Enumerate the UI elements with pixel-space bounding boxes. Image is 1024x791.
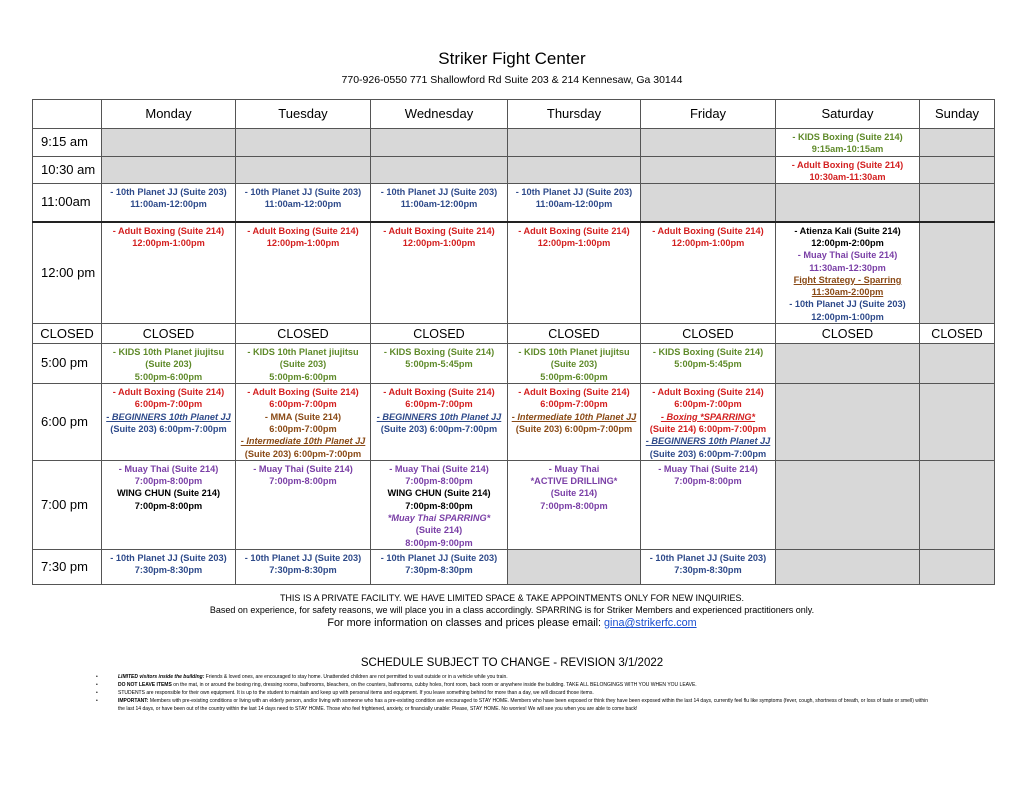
class-slot: [102, 344, 236, 384]
fine-print-item: [94, 689, 934, 697]
class-entry: - KIDS 10th Planet jiujitsu: [112, 347, 225, 358]
day-header: Tuesday: [236, 100, 371, 129]
day-header: Wednesday: [371, 100, 508, 129]
class-entry: - Adult Boxing (Suite 214): [383, 387, 495, 398]
empty-slot: [776, 460, 920, 549]
class-entry: 5:00pm-5:45pm: [674, 359, 742, 370]
empty-slot: [371, 129, 508, 157]
class-slot: [371, 184, 508, 222]
empty-slot: [920, 549, 995, 584]
empty-slot: [776, 344, 920, 384]
class-entry: 5:00pm-6:00pm: [269, 371, 337, 382]
time-slot-row: [33, 384, 995, 461]
time-label: 6:00 pm: [33, 384, 102, 461]
class-entry: 10:30am-11:30am: [809, 171, 886, 182]
fine-print-lead: IMPORTANT:: [118, 698, 149, 704]
class-entry: 11:00am-12:00pm: [264, 199, 342, 210]
header: [0, 48, 1024, 87]
empty-slot: [236, 156, 371, 184]
class-entry: WING CHUN (Suite 214): [116, 488, 221, 499]
empty-slot: [776, 184, 920, 222]
class-entry: 12:00pm-1:00pm: [537, 237, 611, 248]
class-entry: - KIDS 10th Planet jiujitsu: [518, 347, 630, 358]
fine-print-text: Members with pre-existing conditions or living with an elderly person, and/or living with someone who has a pre-existing condition are encouraged to STAY HOME. Members who have been exposed or think they have been exposed within the last 14 days, currently feel flu like symptoms (fever, cough, shortness of breath, or loss of taste or smell) within the last 14 days, or have been out of the country within the last 14 days need to STAY HOME. Those who feel frightened, anxiety, or financially unable: Please, STAY HOME. No worries! We will see you when you are able to come back!: [118, 698, 929, 712]
closed-cell: CLOSED: [371, 324, 508, 344]
day-header: Friday: [641, 100, 776, 129]
closed-cell: CLOSED: [102, 324, 236, 344]
fine-print-item: [94, 673, 934, 681]
class-entry: 7:00pm-8:00pm: [405, 500, 473, 511]
class-slot: [102, 384, 236, 461]
class-entry: (Suite 214) 6:00pm-7:00pm: [649, 423, 767, 434]
class-entry: - Muay Thai (Suite 214): [118, 463, 219, 474]
notes: [0, 592, 1024, 630]
closed-cell: CLOSED: [776, 324, 920, 344]
notes-line-1: THIS IS A PRIVATE FACILITY. WE HAVE LIMITED SPACE & TAKE APPOINTMENTS ONLY FOR NEW INQUIRIES.: [279, 593, 745, 603]
class-entry: - 10th Planet JJ (Suite 203): [515, 187, 633, 198]
class-entry: - BEGINNERS 10th Planet JJ: [645, 436, 771, 447]
class-slot: [236, 344, 371, 384]
class-entry: - 10th Planet JJ (Suite 203): [380, 552, 498, 563]
class-slot: [102, 184, 236, 222]
class-entry: (Suite 203): [279, 359, 327, 370]
empty-slot: [641, 129, 776, 157]
empty-slot: [920, 222, 995, 324]
class-entry: - KIDS Boxing (Suite 214): [383, 347, 495, 358]
class-entry: 8:00pm-9:00pm: [405, 537, 473, 548]
empty-slot: [102, 156, 236, 184]
address-line: 770-926-0550 771 Shallowford Rd Suite 203 & 214 Kennesaw, Ga 30144: [341, 74, 683, 86]
fine-print-list: [94, 673, 934, 713]
class-entry: - MMA (Suite 214): [264, 411, 342, 422]
email-prefix: For more information on classes and prices please email:: [327, 617, 605, 629]
class-slot: [776, 156, 920, 184]
class-entry: 7:00pm-8:00pm: [269, 476, 337, 487]
class-slot: [776, 222, 920, 324]
class-slot: [102, 222, 236, 324]
class-entry: 7:30pm-8:30pm: [134, 565, 203, 576]
time-slot-row: [33, 156, 995, 184]
class-entry: - Adult Boxing (Suite 214): [652, 225, 764, 236]
class-slot: [371, 344, 508, 384]
class-entry: (Suite 203) 6:00pm-7:00pm: [244, 448, 362, 459]
class-slot: [508, 344, 641, 384]
time-label: 7:00 pm: [33, 460, 102, 549]
class-entry: (Suite 203) 6:00pm-7:00pm: [110, 423, 227, 434]
class-entry: (Suite 214): [550, 488, 598, 499]
notes-line-3: [0, 616, 1024, 630]
class-entry: *Muay Thai SPARRING*: [387, 513, 491, 524]
fine-print-text: STUDENTS are responsible for their own equipment. It is up to the student to maintain and keep up with personal items and equipment. If you leave something behind for more than a day, we will discard those items.: [118, 690, 594, 696]
empty-slot: [920, 344, 995, 384]
class-entry: 7:00pm-8:00pm: [405, 476, 473, 487]
email-link[interactable]: gina@strikerfc.com: [604, 617, 697, 629]
class-entry: - Muay Thai (Suite 214): [658, 463, 758, 474]
time-label: 10:30 am: [33, 156, 102, 184]
class-slot: [236, 460, 371, 549]
class-entry: - Adult Boxing (Suite 214): [652, 387, 764, 398]
empty-slot: [508, 156, 641, 184]
page-title: Striker Fight Center: [438, 49, 586, 68]
empty-slot: [371, 156, 508, 184]
class-entry: - Muay Thai (Suite 214): [253, 463, 353, 474]
class-entry: - Adult Boxing (Suite 214): [518, 225, 630, 236]
class-entry: 11:30am-2:00pm: [811, 287, 884, 298]
class-entry: 5:00pm-6:00pm: [540, 371, 608, 382]
change-notice: SCHEDULE SUBJECT TO CHANGE - REVISION 3/1/2022: [360, 657, 664, 669]
class-slot: [641, 344, 776, 384]
class-entry: 5:00pm-6:00pm: [134, 371, 203, 382]
class-entry: (Suite 203): [145, 359, 192, 370]
class-slot: [371, 222, 508, 324]
class-slot: [371, 460, 508, 549]
class-entry: Fight Strategy - Sparring: [793, 274, 902, 285]
class-slot: [102, 549, 236, 584]
class-entry: 6:00pm-7:00pm: [269, 399, 337, 410]
class-entry: 7:30pm-8:30pm: [405, 565, 473, 576]
corner-cell: [33, 100, 102, 129]
closed-row: [33, 324, 995, 344]
fine-print-item: [94, 681, 934, 689]
class-entry: 12:00pm-1:00pm: [811, 311, 884, 322]
class-entry: - Intermediate 10th Planet JJ: [511, 411, 637, 422]
class-entry: - KIDS Boxing (Suite 214): [792, 132, 903, 142]
day-header: Saturday: [776, 100, 920, 129]
class-entry: - Adult Boxing (Suite 214): [383, 225, 495, 236]
empty-slot: [920, 384, 995, 461]
class-entry: - 10th Planet JJ (Suite 203): [789, 299, 906, 310]
class-entry: 6:00pm-7:00pm: [134, 399, 203, 410]
empty-slot: [236, 129, 371, 157]
day-header: Thursday: [508, 100, 641, 129]
day-header: Monday: [102, 100, 236, 129]
empty-slot: [920, 129, 995, 157]
class-entry: 12:00pm-1:00pm: [671, 237, 745, 248]
class-slot: [508, 184, 641, 222]
class-entry: 11:00am-12:00pm: [130, 199, 207, 210]
time-label: CLOSED: [33, 324, 102, 344]
class-entry: 7:30pm-8:30pm: [674, 565, 742, 576]
class-entry: - Adult Boxing (Suite 214): [112, 225, 225, 236]
time-slot-row: [33, 222, 995, 324]
class-entry: (Suite 214): [415, 525, 463, 536]
class-entry: - 10th Planet JJ (Suite 203): [110, 552, 227, 563]
class-entry: - 10th Planet JJ (Suite 203): [244, 187, 362, 198]
schedule-table: [32, 99, 995, 585]
class-slot: [776, 129, 920, 157]
class-entry: - Adult Boxing (Suite 214): [518, 387, 630, 398]
closed-cell: CLOSED: [920, 324, 995, 344]
class-entry: 7:00pm-8:00pm: [134, 500, 203, 511]
class-entry: 7:00pm-8:00pm: [134, 476, 203, 487]
class-entry: 12:00pm-2:00pm: [811, 237, 884, 248]
class-slot: [641, 384, 776, 461]
class-entry: (Suite 203) 6:00pm-7:00pm: [380, 423, 498, 434]
class-slot: [508, 222, 641, 324]
day-header: Sunday: [920, 100, 995, 129]
class-entry: 6:00pm-7:00pm: [674, 399, 742, 410]
class-slot: [236, 549, 371, 584]
empty-slot: [102, 129, 236, 157]
class-entry: 9:15am-10:15am: [811, 144, 884, 155]
class-slot: [236, 384, 371, 461]
class-entry: (Suite 203) 6:00pm-7:00pm: [515, 423, 633, 434]
time-slot-row: [33, 549, 995, 584]
class-entry: - Muay Thai: [548, 463, 600, 474]
class-entry: - KIDS Boxing (Suite 214): [652, 347, 764, 358]
class-entry: (Suite 203): [550, 359, 598, 370]
class-slot: [641, 549, 776, 584]
time-slot-row: [33, 129, 995, 157]
fine-print-text: on the mat, in or around the boxing ring, dressing rooms, bathrooms, bleachers, on the counters, bathrooms, cubby holes, front room, back room or anywhere inside the building. TAKE ALL BELONGINGS WITH YOU WHEN YOU LEAVE.: [171, 682, 697, 688]
closed-cell: CLOSED: [508, 324, 641, 344]
class-slot: [508, 384, 641, 461]
class-entry: - 10th Planet JJ (Suite 203): [110, 187, 227, 198]
empty-slot: [920, 460, 995, 549]
class-entry: - 10th Planet JJ (Suite 203): [244, 552, 362, 563]
empty-slot: [641, 156, 776, 184]
closed-cell: CLOSED: [236, 324, 371, 344]
time-label: 12:00 pm: [33, 222, 102, 324]
class-entry: 5:00pm-5:45pm: [405, 359, 473, 370]
class-entry: - 10th Planet JJ (Suite 203): [380, 187, 498, 198]
class-slot: [641, 222, 776, 324]
class-entry: *ACTIVE DRILLING*: [530, 476, 618, 487]
class-entry: - Adult Boxing (Suite 214): [247, 225, 359, 236]
class-entry: 6:00pm-7:00pm: [269, 423, 337, 434]
time-slot-row: [33, 460, 995, 549]
schedule-body: [33, 129, 995, 585]
class-entry: 7:00pm-8:00pm: [674, 476, 742, 487]
fine-print-item: [94, 697, 934, 713]
time-label: 9:15 am: [33, 129, 102, 157]
class-entry: - Atienza Kali (Suite 214): [794, 225, 901, 236]
class-entry: - BEGINNERS 10th Planet JJ: [376, 411, 502, 422]
fine-print-text: Friends & loved ones, are encouraged to stay home. Unattended children are not permitted to wait outside or in a vehicle while you train.: [204, 674, 508, 680]
fine-print-lead: DO NOT LEAVE ITEMS: [118, 682, 172, 688]
class-entry: 11:00am-12:00pm: [400, 199, 478, 210]
class-entry: - Intermediate 10th Planet JJ: [240, 436, 366, 447]
class-entry: WING CHUN (Suite 214): [387, 488, 491, 499]
class-entry: - Adult Boxing (Suite 214): [791, 159, 904, 170]
class-entry: 12:00pm-1:00pm: [266, 237, 340, 248]
empty-slot: [920, 156, 995, 184]
class-slot: [236, 184, 371, 222]
class-entry: - 10th Planet JJ (Suite 203): [649, 552, 767, 563]
time-slot-row: [33, 344, 995, 384]
empty-slot: [508, 549, 641, 584]
time-label: 7:30 pm: [33, 549, 102, 584]
class-entry: (Suite 203) 6:00pm-7:00pm: [649, 448, 767, 459]
time-label: 11:00am: [33, 184, 102, 222]
class-entry: - Adult Boxing (Suite 214): [112, 387, 225, 398]
class-slot: [371, 384, 508, 461]
class-entry: - Muay Thai (Suite 214): [389, 463, 489, 474]
class-entry: - Boxing *SPARRING*: [660, 411, 756, 422]
class-slot: [508, 460, 641, 549]
day-header-row: [33, 100, 995, 129]
time-slot-row: [33, 184, 995, 222]
class-entry: 6:00pm-7:00pm: [405, 399, 473, 410]
class-entry: 11:30am-12:30pm: [809, 262, 886, 273]
class-entry: - KIDS 10th Planet jiujitsu: [247, 347, 359, 358]
empty-slot: [508, 129, 641, 157]
class-entry: - Muay Thai (Suite 214): [797, 250, 898, 261]
class-slot: [641, 460, 776, 549]
empty-slot: [776, 549, 920, 584]
empty-slot: [641, 184, 776, 222]
empty-slot: [776, 384, 920, 461]
class-entry: 12:00pm-1:00pm: [132, 237, 205, 248]
class-slot: [102, 460, 236, 549]
time-label: 5:00 pm: [33, 344, 102, 384]
class-slot: [236, 222, 371, 324]
empty-slot: [920, 184, 995, 222]
class-entry: 11:00am-12:00pm: [535, 199, 613, 210]
closed-cell: CLOSED: [641, 324, 776, 344]
class-entry: 12:00pm-1:00pm: [402, 237, 476, 248]
class-entry: 6:00pm-7:00pm: [540, 399, 608, 410]
class-entry: - BEGINNERS 10th Planet JJ: [106, 411, 231, 422]
class-entry: 7:00pm-8:00pm: [540, 500, 608, 511]
class-entry: - Adult Boxing (Suite 214): [247, 387, 359, 398]
fine-print-lead: LIMITED visitors inside the building:: [118, 674, 205, 680]
class-slot: [371, 549, 508, 584]
class-entry: 7:30pm-8:30pm: [269, 565, 337, 576]
notes-line-2: Based on experience, for safety reasons, we will place you in a class accordingly. SPARRING is for Striker Members and experienced practitioners only.: [209, 605, 815, 615]
